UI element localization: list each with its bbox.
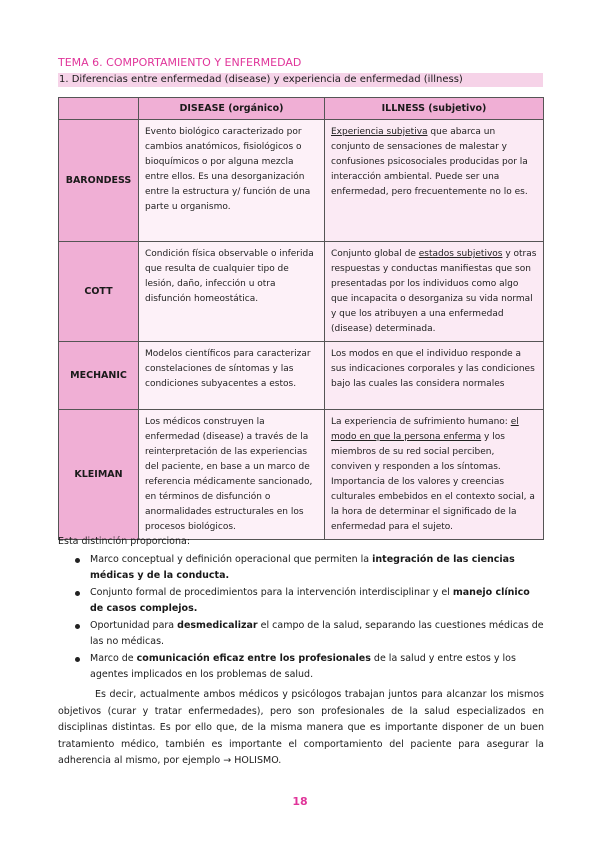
section-title: TEMA 6. COMPORTAMIENTO Y ENFERMEDAD — [58, 56, 302, 69]
disease-cell: Los médicos construyen la enfermedad (disease) a través de la reinterpretación de las experiencias del paciente, en base a un marco de referencia médicamente sancionado, en términos de disfunción o anormalidades estructurales en los procesos biológicos. — [139, 410, 325, 540]
bullet-icon — [75, 624, 80, 629]
bullet-text: Oportunidad para — [90, 620, 178, 631]
bullet-list — [58, 552, 544, 684]
page-number: 18 — [292, 795, 308, 808]
table-row — [59, 120, 544, 242]
illness-text: Conjunto global de — [331, 249, 419, 259]
table-row — [59, 342, 544, 410]
disease-cell: Modelos científicos para caracterizar constelaciones de síntomas y las condiciones subyacentes a estos. — [139, 342, 325, 410]
illness-text: y otras respuestas y conductas manifiestas que son presentadas por los individuos como algo que incapacita o desorganiza su vida normal y que los atribuyen a una enfermedad (disease) determinada. — [331, 249, 537, 334]
list-item — [58, 651, 544, 683]
author-cell: MECHANIC — [59, 342, 139, 410]
bullet-text: Marco de — [90, 653, 137, 664]
body-paragraph: Es decir, actualmente ambos médicos y psicólogos trabajan juntos para alcanzar los mismos objetivos (curar y tratar enfermedades), pero son profesionales de la salud especializados en disciplinas distintas. Es por ello que, de la misma manera que es importante disponer de un buen tratamiento médico, también es importante el comportamiento del paciente para asegurar la adherencia al mismo, por ejemplo → HOLISMO. — [58, 689, 544, 766]
author-cell: BARONDESS — [59, 120, 139, 242]
illness-text: que abarca un conjunto de sensaciones de malestar y confusiones psicosociales producidas por la interacción ambiental. Puede ser una enfermedad, pero frecuentemente no lo es. — [331, 127, 528, 197]
list-item — [58, 552, 544, 584]
disease-cell: Condición física observable o inferida que resulta de cualquier tipo de lesión, daño, infección u otra disfunción homeostática. — [139, 242, 325, 342]
bullet-bold-text: comunicación eficaz entre los profesionales — [136, 653, 371, 664]
table-row — [59, 242, 544, 342]
bullet-icon — [75, 591, 80, 596]
column-header-disease: DISEASE (orgánico) — [139, 98, 325, 120]
list-item — [58, 618, 544, 650]
illness-cell — [325, 242, 544, 342]
table-header-row — [59, 98, 544, 120]
bullet-text: el campo de la salud, separando las cuestiones médicas de las no médicas. — [90, 620, 544, 647]
author-cell: KLEIMAN — [59, 410, 139, 540]
bullet-text: Marco conceptual y definición operacional que permiten la — [90, 554, 373, 565]
table-row — [59, 410, 544, 540]
header-corner — [59, 98, 139, 120]
illness-cell — [325, 120, 544, 242]
illness-text: La experiencia de sufrimiento humano: — [331, 417, 511, 427]
bullet-text: Conjunto formal de procedimientos para la intervención interdisciplinar y el — [90, 587, 453, 598]
disease-cell: Evento biológico caracterizado por cambios anatómicos, fisiológicos o bioquímicos o por alguna mezcla entre ellos. Es una desorganización entre la estructura y/ función de una parte u organismo. — [139, 120, 325, 242]
underlined-term: Experiencia subjetiva — [331, 127, 428, 137]
bullet-bold-text: manejo clínico de casos complejos. — [90, 587, 530, 614]
illness-text: y los miembros de su red social perciben, conviven y responden a los síntomas. Importancia de los valores y creencias culturales embebidos en el contexto social, a la hora de determinar el significado de la enfermedad para el sujeto. — [331, 432, 535, 532]
illness-cell — [325, 410, 544, 540]
comparison-table — [58, 97, 544, 540]
bullet-bold-text: desmedicalizar — [177, 620, 258, 631]
list-item — [58, 585, 544, 617]
illness-cell: Los modos en que el individuo responde a sus indicaciones corporales y las condiciones bajo las cuales las considera normales — [325, 342, 544, 410]
underlined-term: estados subjetivos — [418, 249, 503, 259]
bullet-icon — [75, 657, 80, 662]
author-cell: COTT — [59, 242, 139, 342]
bullet-bold-text: integración de las ciencias médicas y de la conducta. — [90, 554, 515, 581]
bullet-text: de la salud y entre estos y los agentes implicados en los problemas de salud. — [90, 653, 516, 680]
bullet-icon — [75, 558, 80, 563]
intro-text: Esta distinción proporciona: — [58, 536, 191, 547]
underlined-term: el modo en que la persona enferma — [331, 417, 519, 442]
subsection-heading: 1. Diferencias entre enfermedad (disease) y experiencia de enfermedad (illness) — [58, 73, 543, 87]
column-header-illness: ILLNESS (subjetivo) — [325, 98, 544, 120]
